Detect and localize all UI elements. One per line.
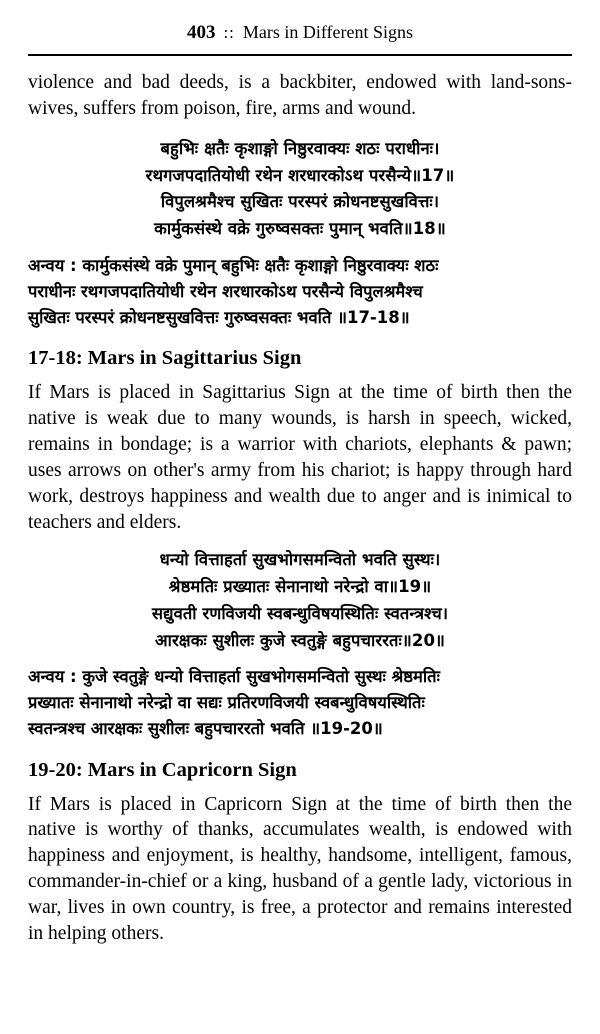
anvaya-line: अन्वय : कार्मुकसंस्थे वक्रे पुमान् बहुभिः क्षतैः कृशाङ्गो निष्ठुरवाक्यः शठः — [28, 255, 439, 275]
verse-line: बहुभिः क्षतैः कृशाङ्गो निष्ठुरवाक्यः शठः पराधीनः। — [160, 138, 440, 158]
paragraph-sagittarius: If Mars is placed in Sagittarius Sign at the time of birth then the native is weak due to many wounds, is harsh in speech, wicked, remains in bondage; is a warrior with chariots, elephants & pawn; uses arrows on other's army from his chariot; is happy through hard work, destroys happiness and wealth due to anger and is inimical to teachers and elders. — [28, 381, 572, 533]
header-separator: :: — [223, 23, 235, 42]
paragraph-continuation: violence and bad deeds, is a backbiter, endowed with land-sons-wives, suffers from poison, fire, arms and wound. — [28, 72, 572, 119]
verse-line: कार्मुकसंस्थे वक्रे गुरुष्वसक्तः पुमान् भवति॥18॥ — [154, 219, 446, 238]
section-heading-sagittarius: 17-18: Mars in Sagittarius Sign — [28, 346, 302, 369]
verse-line: सद्युवती रणविजयी स्वबन्धुविषयस्थितिः स्वतन्त्रश्च। — [151, 603, 449, 623]
verse-line: रथगजपदातियोधी रथेन शरधारकोऽथ परसैन्ये॥17॥ — [145, 165, 455, 185]
running-title: Mars in Different Signs — [242, 22, 414, 42]
section-heading-capricorn: 19-20: Mars in Capricorn Sign — [28, 758, 297, 781]
verse-line: श्रेष्ठमतिः प्रख्यातः सेनानाथो नरेन्द्रो वा॥19॥ — [168, 577, 432, 597]
anvaya-19-20 — [28, 664, 572, 742]
anvaya-line: अन्वय : कुजे स्वतुङ्गे धन्यो वित्ताहर्ता सुखभोगसमन्वितो सुस्थः श्रेष्ठमतिः — [28, 667, 440, 687]
sanskrit-verse-19-20 — [28, 547, 572, 654]
page-header — [28, 0, 572, 50]
anvaya-17-18 — [28, 253, 572, 331]
anvaya-line: सुखितः परस्परं क्रोधनष्टसुखवित्तः गुरुष्वसक्तः भवति ॥17-18॥ — [28, 307, 410, 327]
verse-line: धन्यो वित्ताहर्ता सुखभोगसमन्वितो भवति सुस्थः। — [159, 550, 441, 570]
verse-line: विपुलश्रमैश्च सुखितः परस्परं क्रोधनष्टसुखवित्तः। — [160, 192, 440, 212]
anvaya-line: स्वतन्त्रश्च आरक्षकः सुशीलः बहुपचाररतो भवति ॥19-20॥ — [28, 719, 383, 739]
sanskrit-verse-17-18 — [28, 136, 572, 243]
anvaya-line: प्रख्यातः सेनानाथो नरेन्द्रो वा सद्यः प्रतिरणविजयी स्वबन्धुविषयस्थितिः — [28, 693, 425, 713]
paragraph-capricorn: If Mars is placed in Capricorn Sign at the time of birth then the native is worthy of thanks, accumulates wealth, is endowed with happiness and enjoyment, is healthy, handsome, intelligent, famous, commander-in-chief or a king, husband of a gentle lady, victorious in war, lives in own country, is free, a protector and remains interested in helping others. — [28, 793, 572, 945]
page-number: 403 — [186, 22, 216, 43]
anvaya-line: पराधीनः रथगजपदातियोधी रथेन शरधारकोऽथ परसैन्ये विपुलश्रमैश्च — [28, 281, 423, 301]
header-rule — [28, 54, 572, 56]
verse-line: आरक्षकः सुशीलः कुजे स्वतुङ्गे बहुपचाररतः॥20॥ — [154, 630, 446, 650]
